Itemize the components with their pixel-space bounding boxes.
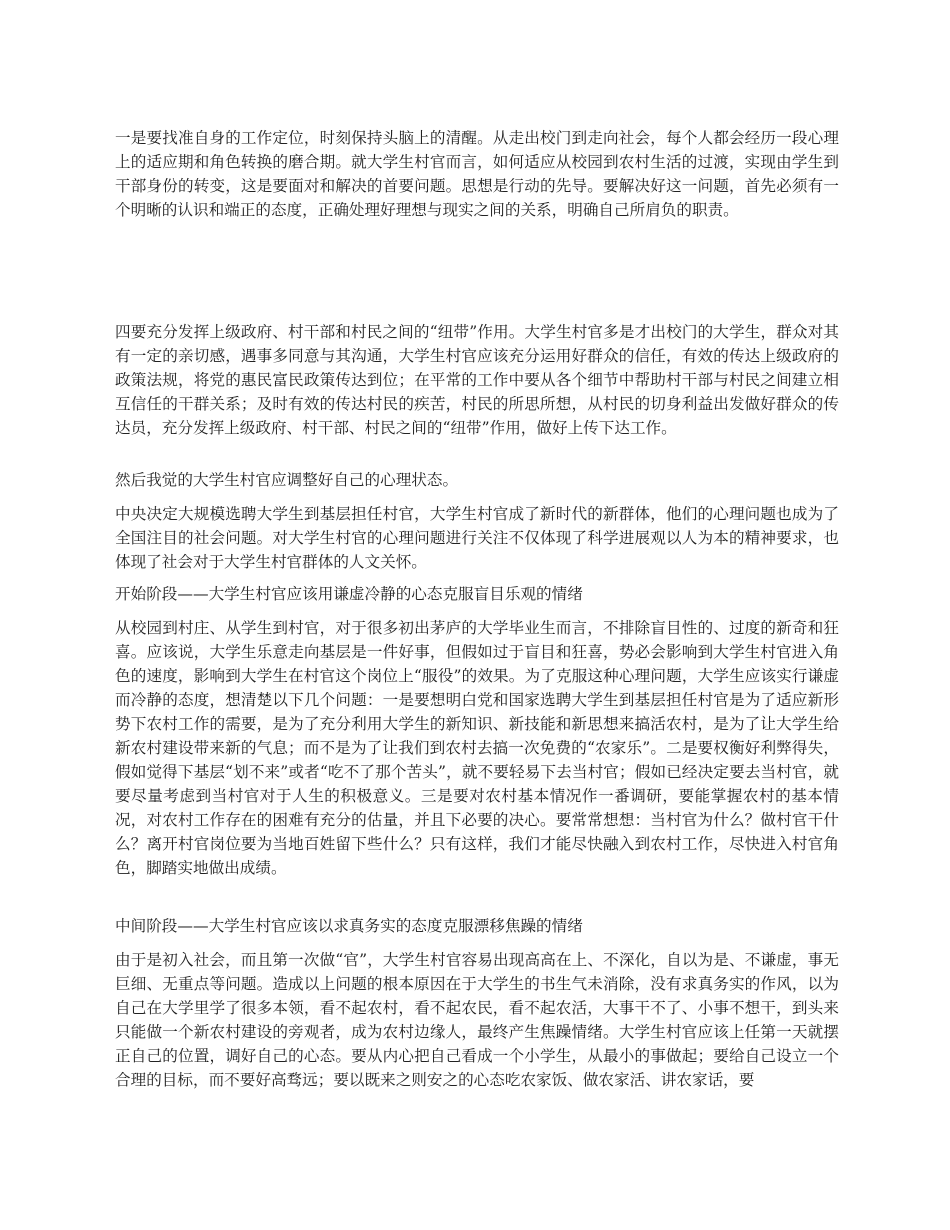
paragraph-central-decision: 中央决定大规模选聘大学生到基层担任村官，大学生村官成了新时代的新群体，他们的心理问题也成为了全国注目的社会问题。对大学生村官的心理问题进行关注不仅体现了科学进展观以人为本的精神要求，也体现了社会对于大学生村官群体的人文关怀。 <box>115 505 839 571</box>
paragraph-mental-state: 然后我觉的大学生村官应调整好自己的心理状态。 <box>115 471 459 489</box>
heading-initial-stage: 开始阶段——大学生村官应该用谦虚冷静的心态克服盲目乐观的情绪 <box>115 585 583 603</box>
heading-middle-stage: 中间阶段——大学生村官应该以求真务实的态度克服漂移焦躁的情绪 <box>115 917 583 935</box>
paragraph-liaison-role: 四要充分发挥上级政府、村干部和村民之间的“纽带”作用。大学生村官多是才出校门的大学生，群众对其有一定的亲切感，遇事多同意与其沟通，大学生村官应该充分运用好群众的信任，有效的传达上级政府的政策法规，将党的惠民富民政策传达到位；在平常的工作中要从各个细节中帮助村干部与村民之间建立相互信任的干群关系；及时有效的传达村民的疾苦，村民的所思所想，从村民的切身利益出发做好群众的传达员，充分发挥上级政府、村干部、村民之间的“纽带”作用，做好上传下达工作。 <box>115 323 839 437</box>
document-page <box>115 0 839 1230</box>
paragraph-initial-stage: 从校园到村庄、从学生到村官，对于很多初出茅庐的大学毕业生而言，不排除盲目性的、过度的新奇和狂喜。应该说，大学生乐意走向基层是一件好事，但假如过于盲目和狂喜，势必会影响到大学生村官进入角色的速度，影响到大学生在村官这个岗位上“服役”的效果。为了克服这种心理问题，大学生应该实行谦虚而冷静的态度，想清楚以下几个问题：一是要想明白党和国家选聘大学生到基层担任村官是为了适应新形势下农村工作的需要，是为了充分利用大学生的新知识、新技能和新思想来搞活农村，是为了让大学生给新农村建设带来新的气息；而不是为了让我们到农村去搞一次免费的“农家乐”。二是要权衡好利弊得失，假如觉得下基层“划不来”或者“吃不了那个苦头”，就不要轻易下去当村官；假如已经决定要去当村官，就要尽量考虑到当村官对于人生的积极意义。三是要对农村基本情况作一番调研，要能掌握农村的基本情况，对农村工作存在的困难有充分的估量，并且下必要的决心。要常常想想：当村官为什么？做村官干什么？离开村官岗位要为当地百姓留下些什么？只有这样，我们才能尽快融入到农村工作，尽快进入村官角色，脚踏实地做出成绩。 <box>115 619 839 877</box>
paragraph-middle-stage: 由于是初入社会，而且第一次做“官”，大学生村官容易出现高高在上、不深化，自以为是、不谦虚，事无巨细、无重点等问题。造成以上问题的根本原因在于大学生的书生气未消除，没有求真务实的作风，以为自己在大学里学了很多本领，看不起农村，看不起农民，看不起农活，大事干不了、小事不想干，到头来只能做一个新农村建设的旁观者，成为农村边缘人，最终产生焦躁情绪。大学生村官应该上任第一天就摆正自己的位置，调好自己的心态。要从内心把自己看成一个小学生，从最小的事做起；要给自己设立一个合理的目标，而不要好高骛远；要以既来之则安之的心态吃农家饭、做农家活、讲农家话，要 <box>115 951 839 1089</box>
paragraph-work-positioning: 一是要找准自身的工作定位，时刻保持头脑上的清醒。从走出校门到走向社会，每个人都会经历一段心理上的适应期和角色转换的磨合期。就大学生村官而言，如何适应从校园到农村生活的过渡，实现由学生到干部身份的转变，这是要面对和解决的首要问题。思想是行动的先导。要解决好这一问题，首先必须有一个明晰的认识和端正的态度，正确处理好理想与现实之间的关系，明确自己所肩负的职责。 <box>115 129 839 219</box>
